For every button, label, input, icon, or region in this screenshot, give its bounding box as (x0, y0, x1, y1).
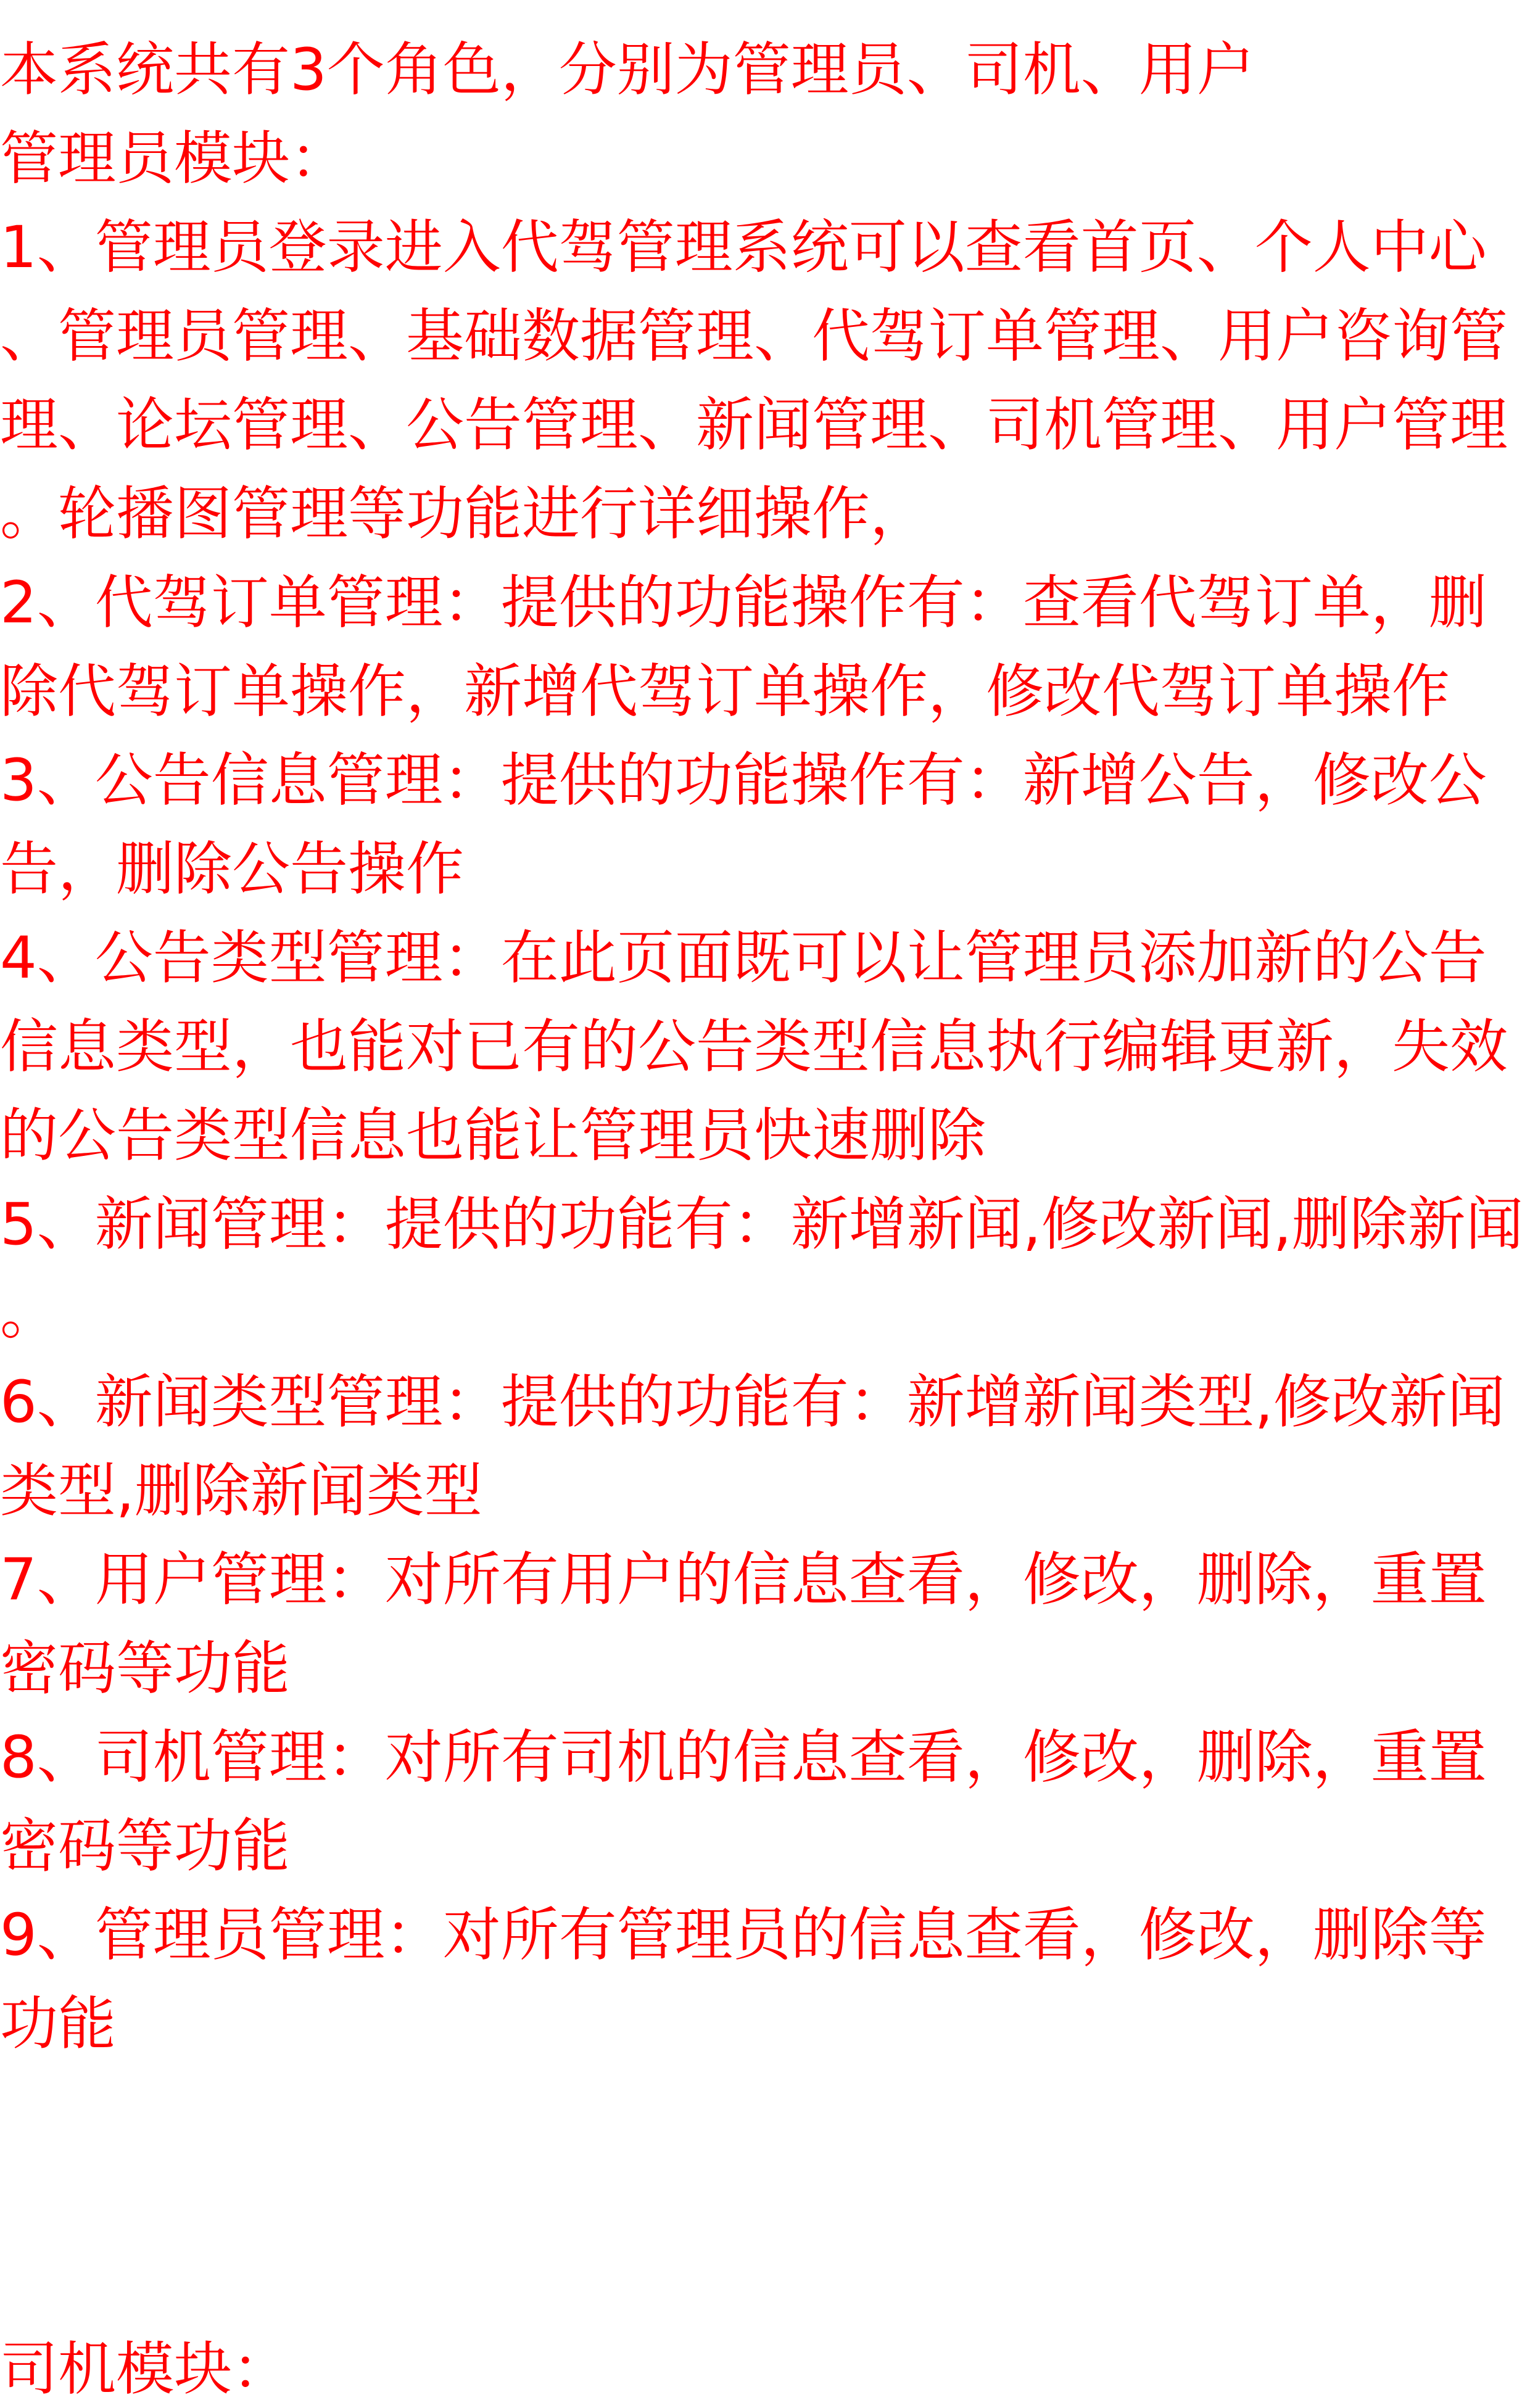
text-line: 信息类型，也能对已有的公告类型信息执行编辑更新，失效 (0, 1013, 1508, 1081)
text-line: 功能 (0, 1990, 117, 2058)
text-line: 5、新闻管理：提供的功能有：新增新闻,修改新闻,删除新闻 (0, 1191, 1524, 1258)
text-line: 8、司机管理：对所有司机的信息查看，修改，删除，重置 (0, 1724, 1487, 1791)
text-line: 1、管理员登录进入代驾管理系统可以查看首页、个人中心 (0, 214, 1487, 281)
text-line: 告，删除公告操作 (0, 836, 465, 903)
text-line: 3、公告信息管理：提供的功能操作有：新增公告，修改公 (0, 747, 1487, 814)
text-line: 。 (0, 1280, 59, 1347)
text-line: 、管理员管理、基础数据管理、代驾订单管理、用户咨询管 (0, 303, 1508, 370)
text-line: 2、代驾订单管理：提供的功能操作有：查看代驾订单，删 (0, 569, 1487, 637)
text-line: 除代驾订单操作，新增代驾订单操作，修改代驾订单操作 (0, 658, 1450, 725)
text-line: 密码等功能 (0, 1813, 291, 1880)
text-line: 。轮播图管理等功能进行详细操作， (0, 480, 928, 548)
text-line-intro: 本系统共有3个角色，分别为管理员、司机、用户 (0, 36, 1255, 104)
text-line: 9、管理员管理：对所有管理员的信息查看，修改，删除等 (0, 1902, 1487, 1969)
text-line: 的公告类型信息也能让管理员快速删除 (0, 1102, 986, 1169)
text-line: 密码等功能 (0, 1635, 291, 1702)
text-line: 7、用户管理：对所有用户的信息查看，修改，删除，重置 (0, 1546, 1487, 1614)
text-line-admin-heading: 管理员模块： (0, 125, 349, 192)
text-line: 4、公告类型管理：在此页面既可以让管理员添加新的公告 (0, 925, 1487, 992)
text-line: 6、新闻类型管理：提供的功能有：新增新闻类型,修改新闻 (0, 1369, 1505, 1436)
text-line: 类型,删除新闻类型 (0, 1458, 482, 1525)
text-line-driver-heading: 司机模块： (0, 2336, 291, 2403)
text-line: 理、论坛管理、公告管理、新闻管理、司机管理、用户管理 (0, 392, 1508, 459)
